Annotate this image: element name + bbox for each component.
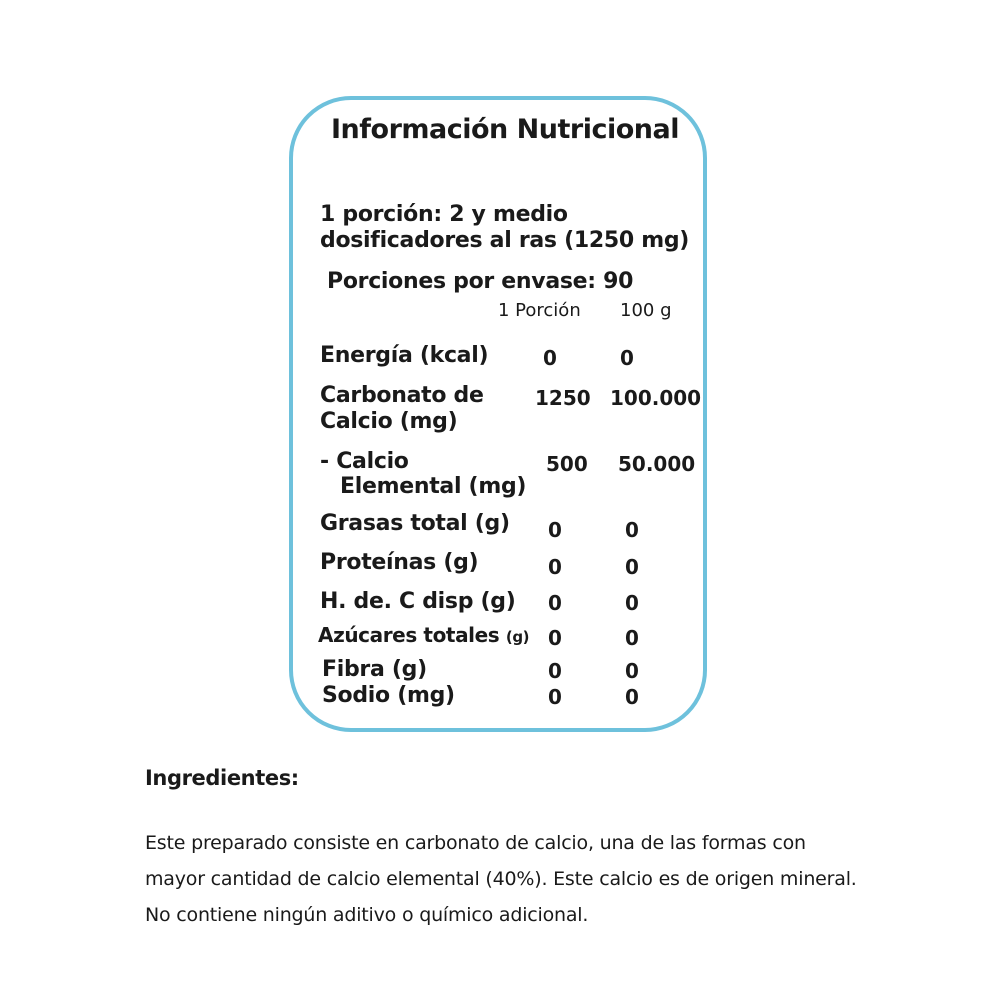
row-sugars-label: Azúcares totales (g): [318, 623, 530, 647]
row-fiber-label: Fibra (g): [322, 657, 427, 682]
row-sugars-per-serving: 0: [548, 626, 562, 650]
ingredients-title: Ingredientes:: [145, 766, 299, 790]
row-sodium-per-100g: 0: [625, 685, 639, 709]
serving-size-line1: 1 porción: 2 y medio: [320, 202, 568, 227]
row-sugars-per-100g: 0: [625, 626, 639, 650]
row-carbs-per-100g: 0: [625, 591, 639, 615]
row-fiber-per-serving: 0: [548, 659, 562, 683]
row-elemental-calcium-label-line1: - Calcio: [320, 449, 409, 474]
row-elemental-calcium-per-serving: 500: [546, 452, 588, 476]
row-total-fat-per-100g: 0: [625, 518, 639, 542]
column-header-per-100g: 100 g: [620, 300, 672, 321]
serving-size-line2: dosificadores al ras (1250 mg): [320, 228, 690, 253]
row-sodium-per-serving: 0: [548, 685, 562, 709]
row-protein-label: Proteínas (g): [320, 550, 479, 575]
row-total-fat-label: Grasas total (g): [320, 511, 510, 536]
row-calcium-carbonate-per-serving: 1250: [535, 386, 591, 410]
column-header-per-serving: 1 Porción: [498, 300, 581, 321]
row-sodium-label: Sodio (mg): [322, 683, 455, 708]
row-calcium-carbonate-per-100g: 100.000: [610, 386, 702, 410]
row-elemental-calcium-label-line2: Elemental (mg): [340, 474, 527, 499]
row-calcium-carbonate-label-line2: Calcio (mg): [320, 409, 458, 434]
row-energy-per-serving: 0: [543, 346, 557, 370]
ingredients-text: Este preparado consiste en carbonato de calcio, una de las formas con mayor cantidad de calcio elemental (40%). Este calcio es de origen mineral. No contiene ningún aditivo o químico adicional.: [145, 832, 857, 926]
row-carbs-per-serving: 0: [548, 591, 562, 615]
row-protein-per-serving: 0: [548, 555, 562, 579]
row-carbs-label: H. de. C disp (g): [320, 589, 516, 614]
row-calcium-carbonate-label-line1: Carbonato de: [320, 383, 484, 408]
row-fiber-per-100g: 0: [625, 659, 639, 683]
row-energy-label: Energía (kcal): [320, 343, 489, 368]
row-elemental-calcium-per-100g: 50.000: [618, 452, 696, 476]
row-energy-per-100g: 0: [620, 346, 634, 370]
row-total-fat-per-serving: 0: [548, 518, 562, 542]
row-sugars-unit: (g): [505, 628, 530, 646]
servings-per-package: Porciones por envase: 90: [327, 269, 634, 294]
row-protein-per-100g: 0: [625, 555, 639, 579]
label-title: Información Nutricional: [331, 114, 679, 145]
